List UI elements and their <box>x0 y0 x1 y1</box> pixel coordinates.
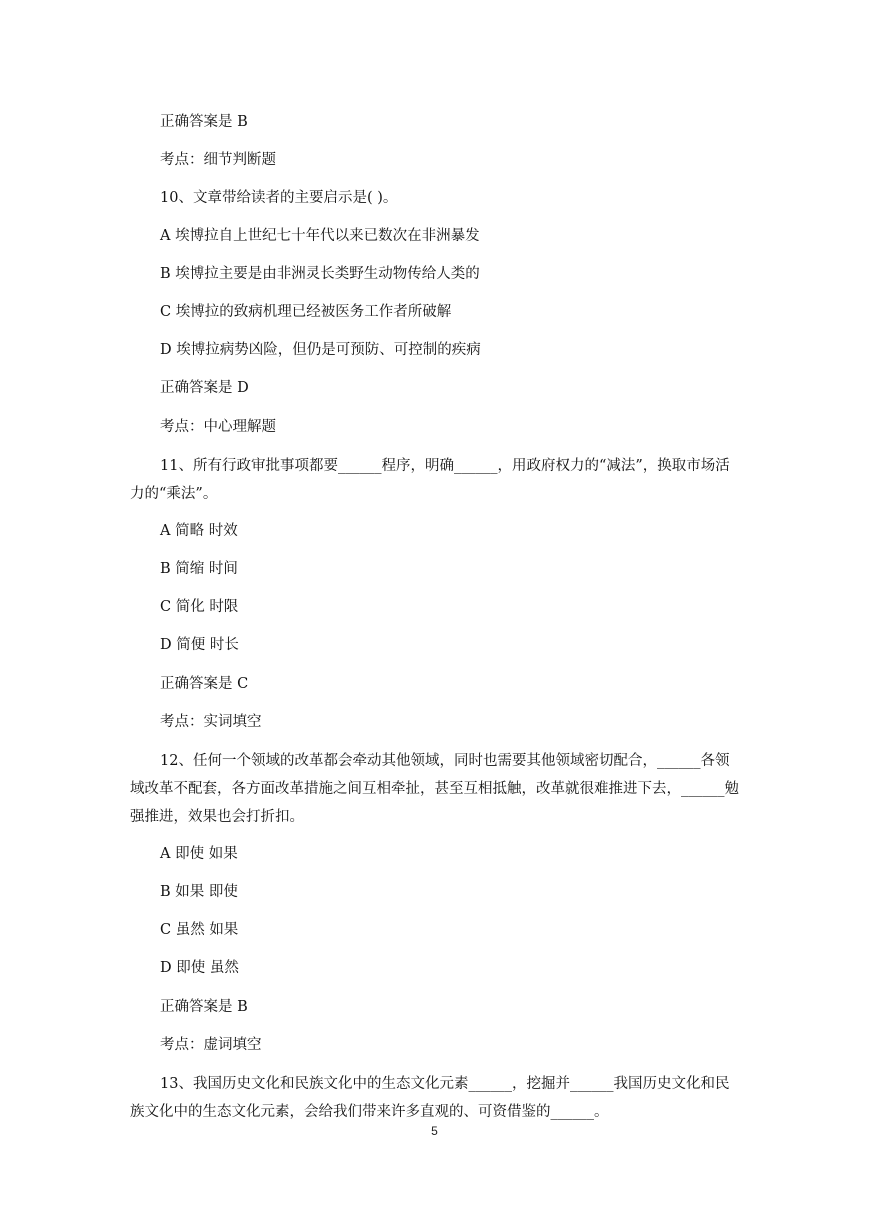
answer-line: 正确答案是 B <box>160 114 248 130</box>
option-a: A 埃博拉自上世纪七十年代以来已数次在非洲暴发 <box>160 228 480 244</box>
answer-line: 正确答案是 B <box>160 999 248 1015</box>
option-d: D 简便 时长 <box>160 637 239 653</box>
answer-line: 正确答案是 D <box>160 380 249 396</box>
answer-line: 正确答案是 C <box>160 676 249 692</box>
option-b: B 简缩 时间 <box>160 561 238 577</box>
topic-line: 考点：中心理解题 <box>160 419 276 435</box>
question-11: 11、所有行政审批事项都要______程序，明确______，用政府权力的“减法”，换取市场活力的“乘法”。 <box>130 458 730 502</box>
question-12: 12、任何一个领域的改革都会牵动其他领域，同时也需要其他领域密切配合，______各领域改革不配套，各方面改革措施之间互相牵扯，甚至互相抵触，改革就很难推进下去，______勉强推进，效果也会打折扣。 <box>130 753 739 825</box>
question-13: 13、我国历史文化和民族文化中的生态文化元素______，挖掘并______我国历史文化和民族文化中的生态文化元素，会给我们带来许多直观的、可资借鉴的______。 <box>130 1076 730 1120</box>
option-b: B 埃博拉主要是由非洲灵长类野生动物传给人类的 <box>160 266 480 282</box>
question-10: 10、文章带给读者的主要启示是( )。 <box>160 190 398 206</box>
option-c: C 虽然 如果 <box>160 922 239 938</box>
topic-line: 考点：虚词填空 <box>160 1037 262 1053</box>
option-d: D 即使 虽然 <box>160 960 239 976</box>
option-c: C 简化 时限 <box>160 599 239 615</box>
option-a: A 即使 如果 <box>160 846 238 862</box>
option-d: D 埃博拉病势凶险，但仍是可预防、可控制的疾病 <box>160 342 481 358</box>
page-number: 5 <box>431 1124 438 1138</box>
topic-line: 考点：实词填空 <box>160 714 262 730</box>
topic-line: 考点：细节判断题 <box>160 152 276 168</box>
option-c: C 埃博拉的致病机理已经被医务工作者所破解 <box>160 304 452 320</box>
option-b: B 如果 即使 <box>160 884 238 900</box>
option-a: A 简略 时效 <box>160 523 238 539</box>
